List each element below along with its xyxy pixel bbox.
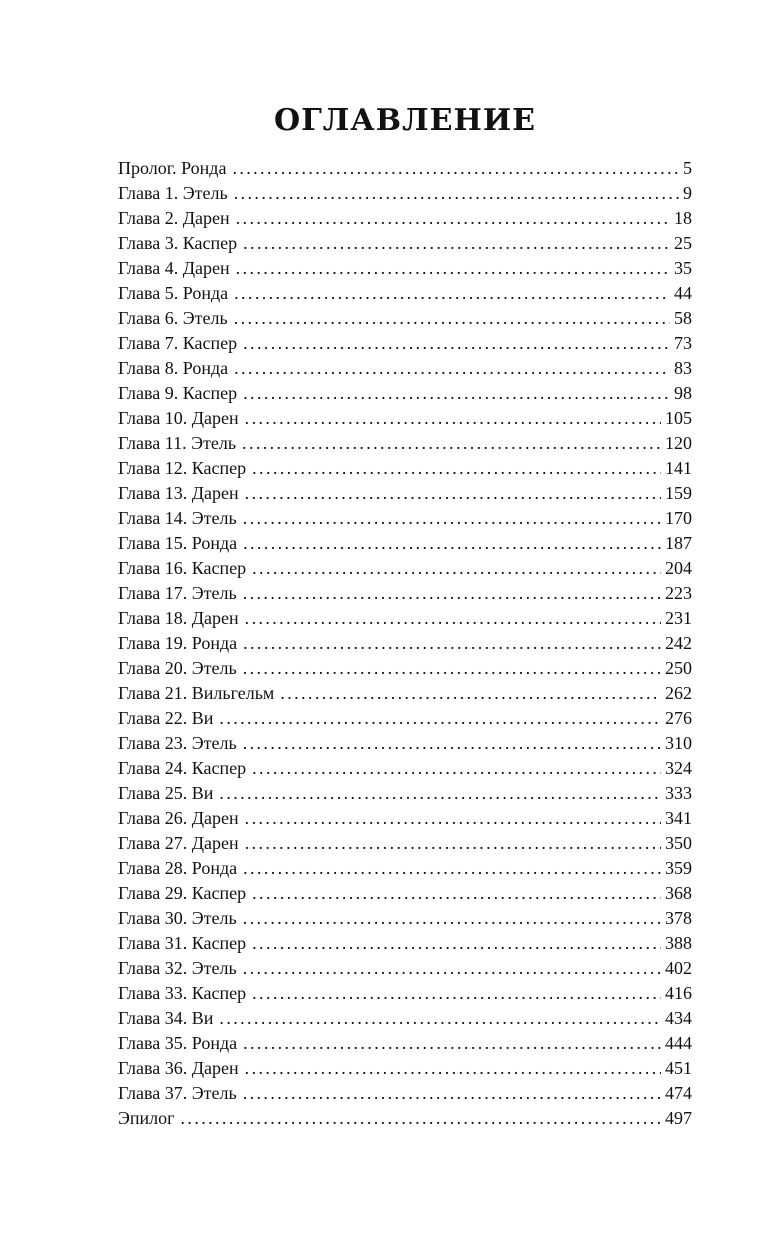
- toc-entry: [118, 356, 692, 381]
- toc-entry: [118, 881, 692, 906]
- toc-entry-label: Глава 19. Ронда: [118, 633, 238, 653]
- toc-entry: [118, 856, 692, 881]
- dot-leader: [245, 806, 661, 831]
- toc-entry-label: Глава 16. Каспер: [118, 558, 247, 578]
- toc-entry-label: Глава 3. Каспер: [118, 233, 238, 253]
- dot-leader: [245, 406, 661, 431]
- dot-leader: [243, 631, 661, 656]
- toc-entry-page-number: 58: [674, 308, 692, 328]
- toc-entry-label: Глава 12. Каспер: [118, 458, 247, 478]
- toc-entry-page-number: 120: [665, 433, 692, 453]
- toc-entry-label: Глава 7. Каспер: [118, 333, 238, 353]
- dot-leader: [252, 456, 661, 481]
- toc-entry: [118, 381, 692, 406]
- toc-entry-label: Глава 8. Ронда: [118, 358, 229, 378]
- toc-entry-label: Глава 22. Ви: [118, 708, 214, 728]
- toc-entry: [118, 1081, 692, 1106]
- dot-leader: [243, 381, 670, 406]
- toc-entry-label: Глава 25. Ви: [118, 783, 214, 803]
- toc-entry-page-number: 262: [665, 683, 692, 703]
- toc-entry-page-number: 170: [665, 508, 692, 528]
- toc-entry-label: Глава 2. Дарен: [118, 208, 230, 228]
- toc-entry-label: Глава 20. Этель: [118, 658, 237, 678]
- toc-entry: [118, 1006, 692, 1031]
- toc-entry-label: Глава 24. Каспер: [118, 758, 247, 778]
- toc-entry-page-number: 434: [665, 1008, 692, 1028]
- dot-leader: [252, 881, 661, 906]
- toc-entry-page-number: 250: [665, 658, 692, 678]
- toc-entry: [118, 256, 692, 281]
- toc-entry-label: Глава 36. Дарен: [118, 1058, 239, 1078]
- dot-leader: [243, 331, 670, 356]
- toc-entry: [118, 656, 692, 681]
- toc-entry: [118, 956, 692, 981]
- toc-entry-label: Глава 21. Вильгельм: [118, 683, 275, 703]
- toc-entry-label: Глава 27. Дарен: [118, 833, 239, 853]
- toc-entry: [118, 731, 692, 756]
- toc-entry-page-number: 402: [665, 958, 692, 978]
- dot-leader: [236, 256, 670, 281]
- toc-entry-label: Глава 5. Ронда: [118, 283, 229, 303]
- dot-leader: [219, 1006, 661, 1031]
- toc-entry: [118, 806, 692, 831]
- toc-entry-page-number: 444: [665, 1033, 692, 1053]
- dot-leader: [236, 206, 670, 231]
- toc-entry-label: Глава 13. Дарен: [118, 483, 239, 503]
- dot-leader: [245, 481, 661, 506]
- toc-entry-page-number: 204: [665, 558, 692, 578]
- toc-entry: [118, 206, 692, 231]
- toc-entry-label: Глава 33. Каспер: [118, 983, 247, 1003]
- toc-entry: [118, 1106, 692, 1131]
- dot-leader: [252, 931, 661, 956]
- toc-entry-label: Глава 17. Этель: [118, 583, 237, 603]
- toc-entry-label: Глава 26. Дарен: [118, 808, 239, 828]
- toc-entry-page-number: 497: [665, 1108, 692, 1128]
- toc-entry: [118, 781, 692, 806]
- toc-entry-page-number: 105: [665, 408, 692, 428]
- toc-entry-page-number: 223: [665, 583, 692, 603]
- toc-entry-page-number: 324: [665, 758, 692, 778]
- toc-entry: [118, 906, 692, 931]
- toc-entry: [118, 306, 692, 331]
- toc-entry-page-number: 18: [674, 208, 692, 228]
- toc-entry: [118, 681, 692, 706]
- toc-entry-label: Глава 11. Этель: [118, 433, 237, 453]
- toc-entry: [118, 406, 692, 431]
- toc-entry-page-number: 341: [665, 808, 692, 828]
- toc-entry-page-number: 474: [665, 1083, 692, 1103]
- toc-entry-page-number: 141: [665, 458, 692, 478]
- dot-leader: [242, 431, 661, 456]
- toc-entry-page-number: 359: [665, 858, 692, 878]
- toc-entry: [118, 431, 692, 456]
- toc-entry-page-number: 242: [665, 633, 692, 653]
- toc-entry-page-number: 83: [674, 358, 692, 378]
- dot-leader: [243, 956, 661, 981]
- dot-leader: [252, 981, 661, 1006]
- dot-leader: [243, 1081, 661, 1106]
- toc-entry-page-number: 416: [665, 983, 692, 1003]
- toc-entry-page-number: 25: [674, 233, 692, 253]
- toc-entry-label: Пролог. Ронда: [118, 158, 227, 178]
- dot-leader: [243, 856, 661, 881]
- toc-entry-label: Глава 34. Ви: [118, 1008, 214, 1028]
- dot-leader: [234, 281, 670, 306]
- dot-leader: [245, 1056, 661, 1081]
- toc-entry-page-number: 388: [665, 933, 692, 953]
- dot-leader: [252, 556, 661, 581]
- dot-leader: [252, 756, 661, 781]
- toc-entry-label: Глава 23. Этель: [118, 733, 237, 753]
- toc-entry-label: Глава 32. Этель: [118, 958, 237, 978]
- toc-entry-label: Глава 10. Дарен: [118, 408, 239, 428]
- dot-leader: [243, 506, 661, 531]
- toc-entry: [118, 1056, 692, 1081]
- toc-entry-page-number: 35: [674, 258, 692, 278]
- toc-entry-label: Глава 35. Ронда: [118, 1033, 238, 1053]
- toc-entry-page-number: 44: [674, 283, 692, 303]
- dot-leader: [181, 1106, 661, 1131]
- toc-entry-label: Глава 30. Этель: [118, 908, 237, 928]
- toc-entry-page-number: 73: [674, 333, 692, 353]
- toc-entry: [118, 506, 692, 531]
- dot-leader: [245, 831, 661, 856]
- toc-entry-label: Глава 15. Ронда: [118, 533, 238, 553]
- toc-entry-label: Эпилог: [118, 1108, 175, 1128]
- toc-entry-page-number: 231: [665, 608, 692, 628]
- toc-entry: [118, 1031, 692, 1056]
- toc-entry: [118, 581, 692, 606]
- toc-entry: [118, 456, 692, 481]
- toc-entry-page-number: 187: [665, 533, 692, 553]
- toc-entry-label: Глава 18. Дарен: [118, 608, 239, 628]
- toc-entry-page-number: 276: [665, 708, 692, 728]
- dot-leader: [243, 581, 661, 606]
- dot-leader: [280, 681, 661, 706]
- toc-entry: [118, 556, 692, 581]
- toc-entry-page-number: 368: [665, 883, 692, 903]
- toc-entry: [118, 481, 692, 506]
- toc-entry: [118, 281, 692, 306]
- toc-entry: [118, 756, 692, 781]
- dot-leader: [219, 706, 661, 731]
- toc-entry-label: Глава 6. Этель: [118, 308, 228, 328]
- table-of-contents: [118, 156, 692, 1131]
- dot-leader: [243, 731, 661, 756]
- toc-entry-page-number: 98: [674, 383, 692, 403]
- dot-leader: [245, 606, 661, 631]
- dot-leader: [219, 781, 661, 806]
- toc-entry-page-number: 9: [683, 183, 692, 203]
- toc-entry-page-number: 333: [665, 783, 692, 803]
- toc-entry-page-number: 159: [665, 483, 692, 503]
- dot-leader: [234, 306, 670, 331]
- toc-entry-label: Глава 14. Этель: [118, 508, 237, 528]
- toc-entry: [118, 981, 692, 1006]
- dot-leader: [232, 156, 679, 181]
- toc-entry: [118, 831, 692, 856]
- toc-entry-page-number: 310: [665, 733, 692, 753]
- toc-entry-page-number: 350: [665, 833, 692, 853]
- dot-leader: [243, 1031, 661, 1056]
- toc-entry-label: Глава 4. Дарен: [118, 258, 230, 278]
- toc-entry: [118, 706, 692, 731]
- toc-entry-label: Глава 37. Этель: [118, 1083, 237, 1103]
- dot-leader: [234, 181, 679, 206]
- dot-leader: [243, 656, 661, 681]
- dot-leader: [243, 906, 661, 931]
- dot-leader: [243, 231, 670, 256]
- toc-entry: [118, 931, 692, 956]
- toc-entry-label: Глава 28. Ронда: [118, 858, 238, 878]
- toc-entry-label: Глава 9. Каспер: [118, 383, 238, 403]
- toc-entry: [118, 181, 692, 206]
- toc-entry: [118, 231, 692, 256]
- dot-leader: [234, 356, 670, 381]
- toc-entry-page-number: 378: [665, 908, 692, 928]
- toc-entry: [118, 331, 692, 356]
- toc-entry-label: Глава 31. Каспер: [118, 933, 247, 953]
- dot-leader: [243, 531, 661, 556]
- toc-entry: [118, 156, 692, 181]
- toc-entry-label: Глава 1. Этель: [118, 183, 228, 203]
- toc-entry-page-number: 451: [665, 1058, 692, 1078]
- toc-entry: [118, 531, 692, 556]
- toc-entry-page-number: 5: [683, 158, 692, 178]
- toc-entry: [118, 606, 692, 631]
- page-title: ОГЛАВЛЕНИЕ: [273, 103, 537, 138]
- toc-entry-label: Глава 29. Каспер: [118, 883, 247, 903]
- toc-entry: [118, 631, 692, 656]
